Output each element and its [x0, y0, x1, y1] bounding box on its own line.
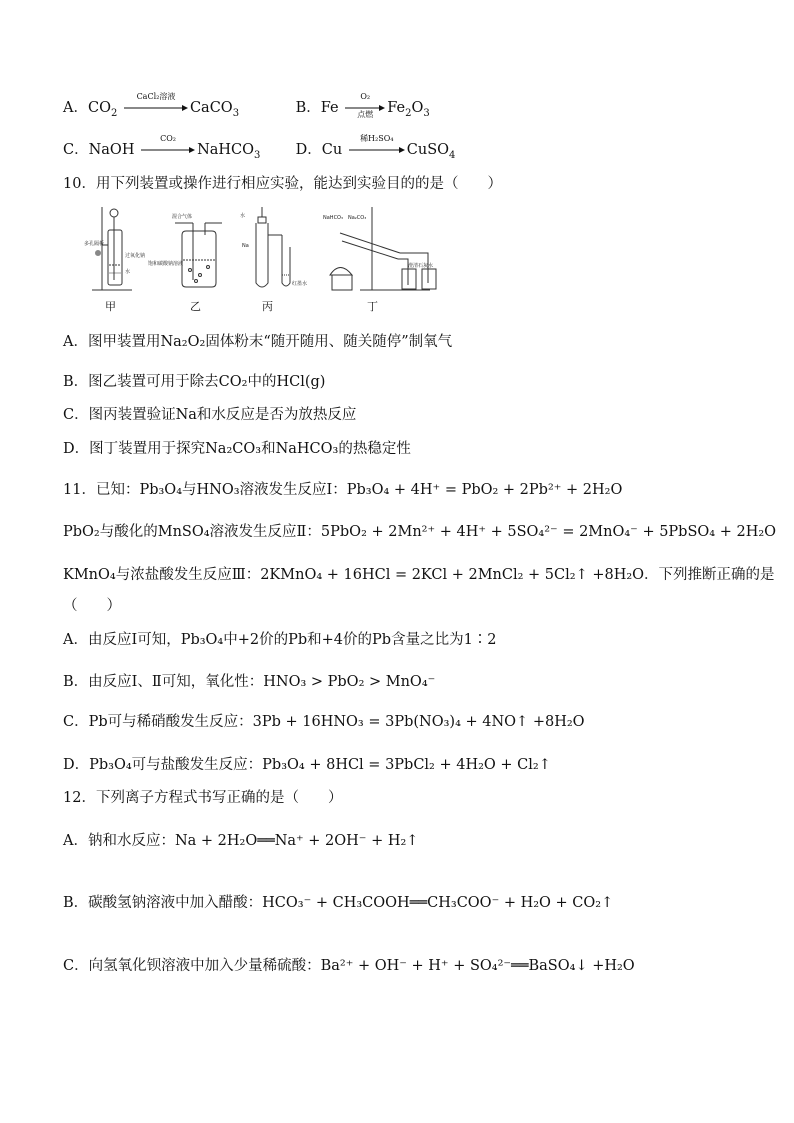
q9-option-c: C．NaOH CO₂ NaHCO$_3$ [63, 134, 261, 161]
q11-option-a: A．由反应Ⅰ可知，Pb₃O₄中+2价的Pb和+4价的Pb含量之比为1∶2 [63, 632, 497, 648]
q12-option-b: B．碳酸氢钠溶液中加入醋酸：HCO₃⁻ + CH₃COOH══CH₃COO⁻ + H₂O + CO₂↑ [63, 895, 614, 911]
reaction-arrow: CO₂ [141, 146, 195, 154]
q9-row-2 [63, 134, 456, 161]
q9-option-a: A．$CO_2$ CaCl₂溶液 CaCO$_3$ [63, 92, 240, 119]
q9-option-b: B．Fe O₂ 点燃 $Fe_2O_3$ [295, 92, 430, 119]
reaction-arrow: 稀H₂SO₄ [349, 146, 405, 154]
label-yi-top: 混合气体 [172, 214, 193, 220]
apparatus-yi [175, 223, 222, 287]
fig-caption-yi: 乙 [190, 300, 201, 313]
q11-line-4: （ ） [63, 598, 121, 614]
label-ding-lime: 澄清石灰水 [408, 263, 434, 269]
label-jia-left: 多孔隔板 [84, 241, 105, 247]
label-yi-solution: 饱和碳酸钠溶液 [148, 261, 184, 267]
q11-option-d: D．Pb₃O₄可与盐酸发生反应：Pb₃O₄ + 8HCl = 3PbCl₂ + 4H₂O + Cl₂↑ [63, 757, 551, 773]
label-jia-water: 水 [125, 269, 131, 275]
fig-caption-ding: 丁 [367, 300, 378, 313]
label-ding-na2co3: Na₂CO₃ [348, 215, 367, 221]
label-bing-na: Na [242, 243, 249, 249]
q11-line-2: PbO₂与酸化的MnSO₄溶液发生反应Ⅱ：5PbO₂ + 2Mn²⁺ + 4H⁺ + 5SO₄²⁻ = 2MnO₄⁻ + 5PbSO₄ + 2H₂O [63, 524, 777, 540]
q11-line-1: 11．已知：Pb₃O₄与HNO₃溶液发生反应Ⅰ：Pb₃O₄ + 4H⁺ = PbO₂ + 2Pb²⁺ + 2H₂O [63, 482, 623, 498]
reaction-arrow: CaCl₂溶液 [124, 104, 188, 112]
label-bing-red: 红墨水 [292, 281, 308, 287]
q10-stem: 10．用下列装置或操作进行相应实验，能达到实验目的的是（ ） [63, 176, 502, 192]
q9-row-1 [63, 92, 430, 119]
apparatus-ding [330, 207, 436, 290]
q10-option-d: D．图丁装置用于探究Na₂CO₃和NaHCO₃的热稳定性 [63, 441, 411, 457]
fig-caption-jia: 甲 [105, 300, 116, 313]
q11-line-3: KMnO₄与浓盐酸发生反应Ⅲ：2KMnO₄ + 16HCl = 2KCl + 2MnCl₂ + 5Cl₂↑ +8H₂O．下列推断正确的是 [63, 567, 775, 583]
label-bing-water: 水 [240, 213, 246, 219]
q11-option-b: B．由反应Ⅰ、Ⅱ可知，氧化性：HNO₃ > PbO₂ > MnO₄⁻ [63, 674, 436, 690]
q12-stem: 12．下列离子方程式书写正确的是（ ） [63, 790, 343, 806]
q10-option-b: B．图乙装置可用于除去CO₂中的HCl(g) [63, 374, 326, 390]
fig-caption-bing: 丙 [262, 300, 273, 313]
apparatus-jia [92, 207, 132, 290]
label-ding-nahco3: NaHCO₃ [323, 215, 343, 221]
q10-option-c: C．图丙装置验证Na和水反应是否为放热反应 [63, 407, 357, 423]
q10-option-a: A．图甲装置用Na₂O₂固体粉末“随开随用、随关随停”制氧气 [63, 334, 453, 350]
q12-option-c: C．向氢氧化钡溶液中加入少量稀硫酸：Ba²⁺ + OH⁻ + H⁺ + SO₄²⁻══BaSO₄↓ +H₂O [63, 958, 635, 974]
q9-option-d: D．Cu 稀H₂SO₄ CuSO$_4$ [295, 134, 456, 161]
apparatus-figures [84, 205, 530, 295]
apparatus-bing [256, 207, 290, 287]
reaction-arrow: O₂ 点燃 [345, 104, 385, 112]
label-jia-right: 过氧化钠 [125, 253, 146, 259]
q11-option-c: C．Pb可与稀硝酸发生反应：3Pb + 16HNO₃ = 3Pb(NO₃)₄ + 4NO↑ +8H₂O [63, 714, 585, 730]
q12-option-a: A．钠和水反应：Na + 2H₂O══Na⁺ + 2OH⁻ + H₂↑ [63, 833, 419, 849]
